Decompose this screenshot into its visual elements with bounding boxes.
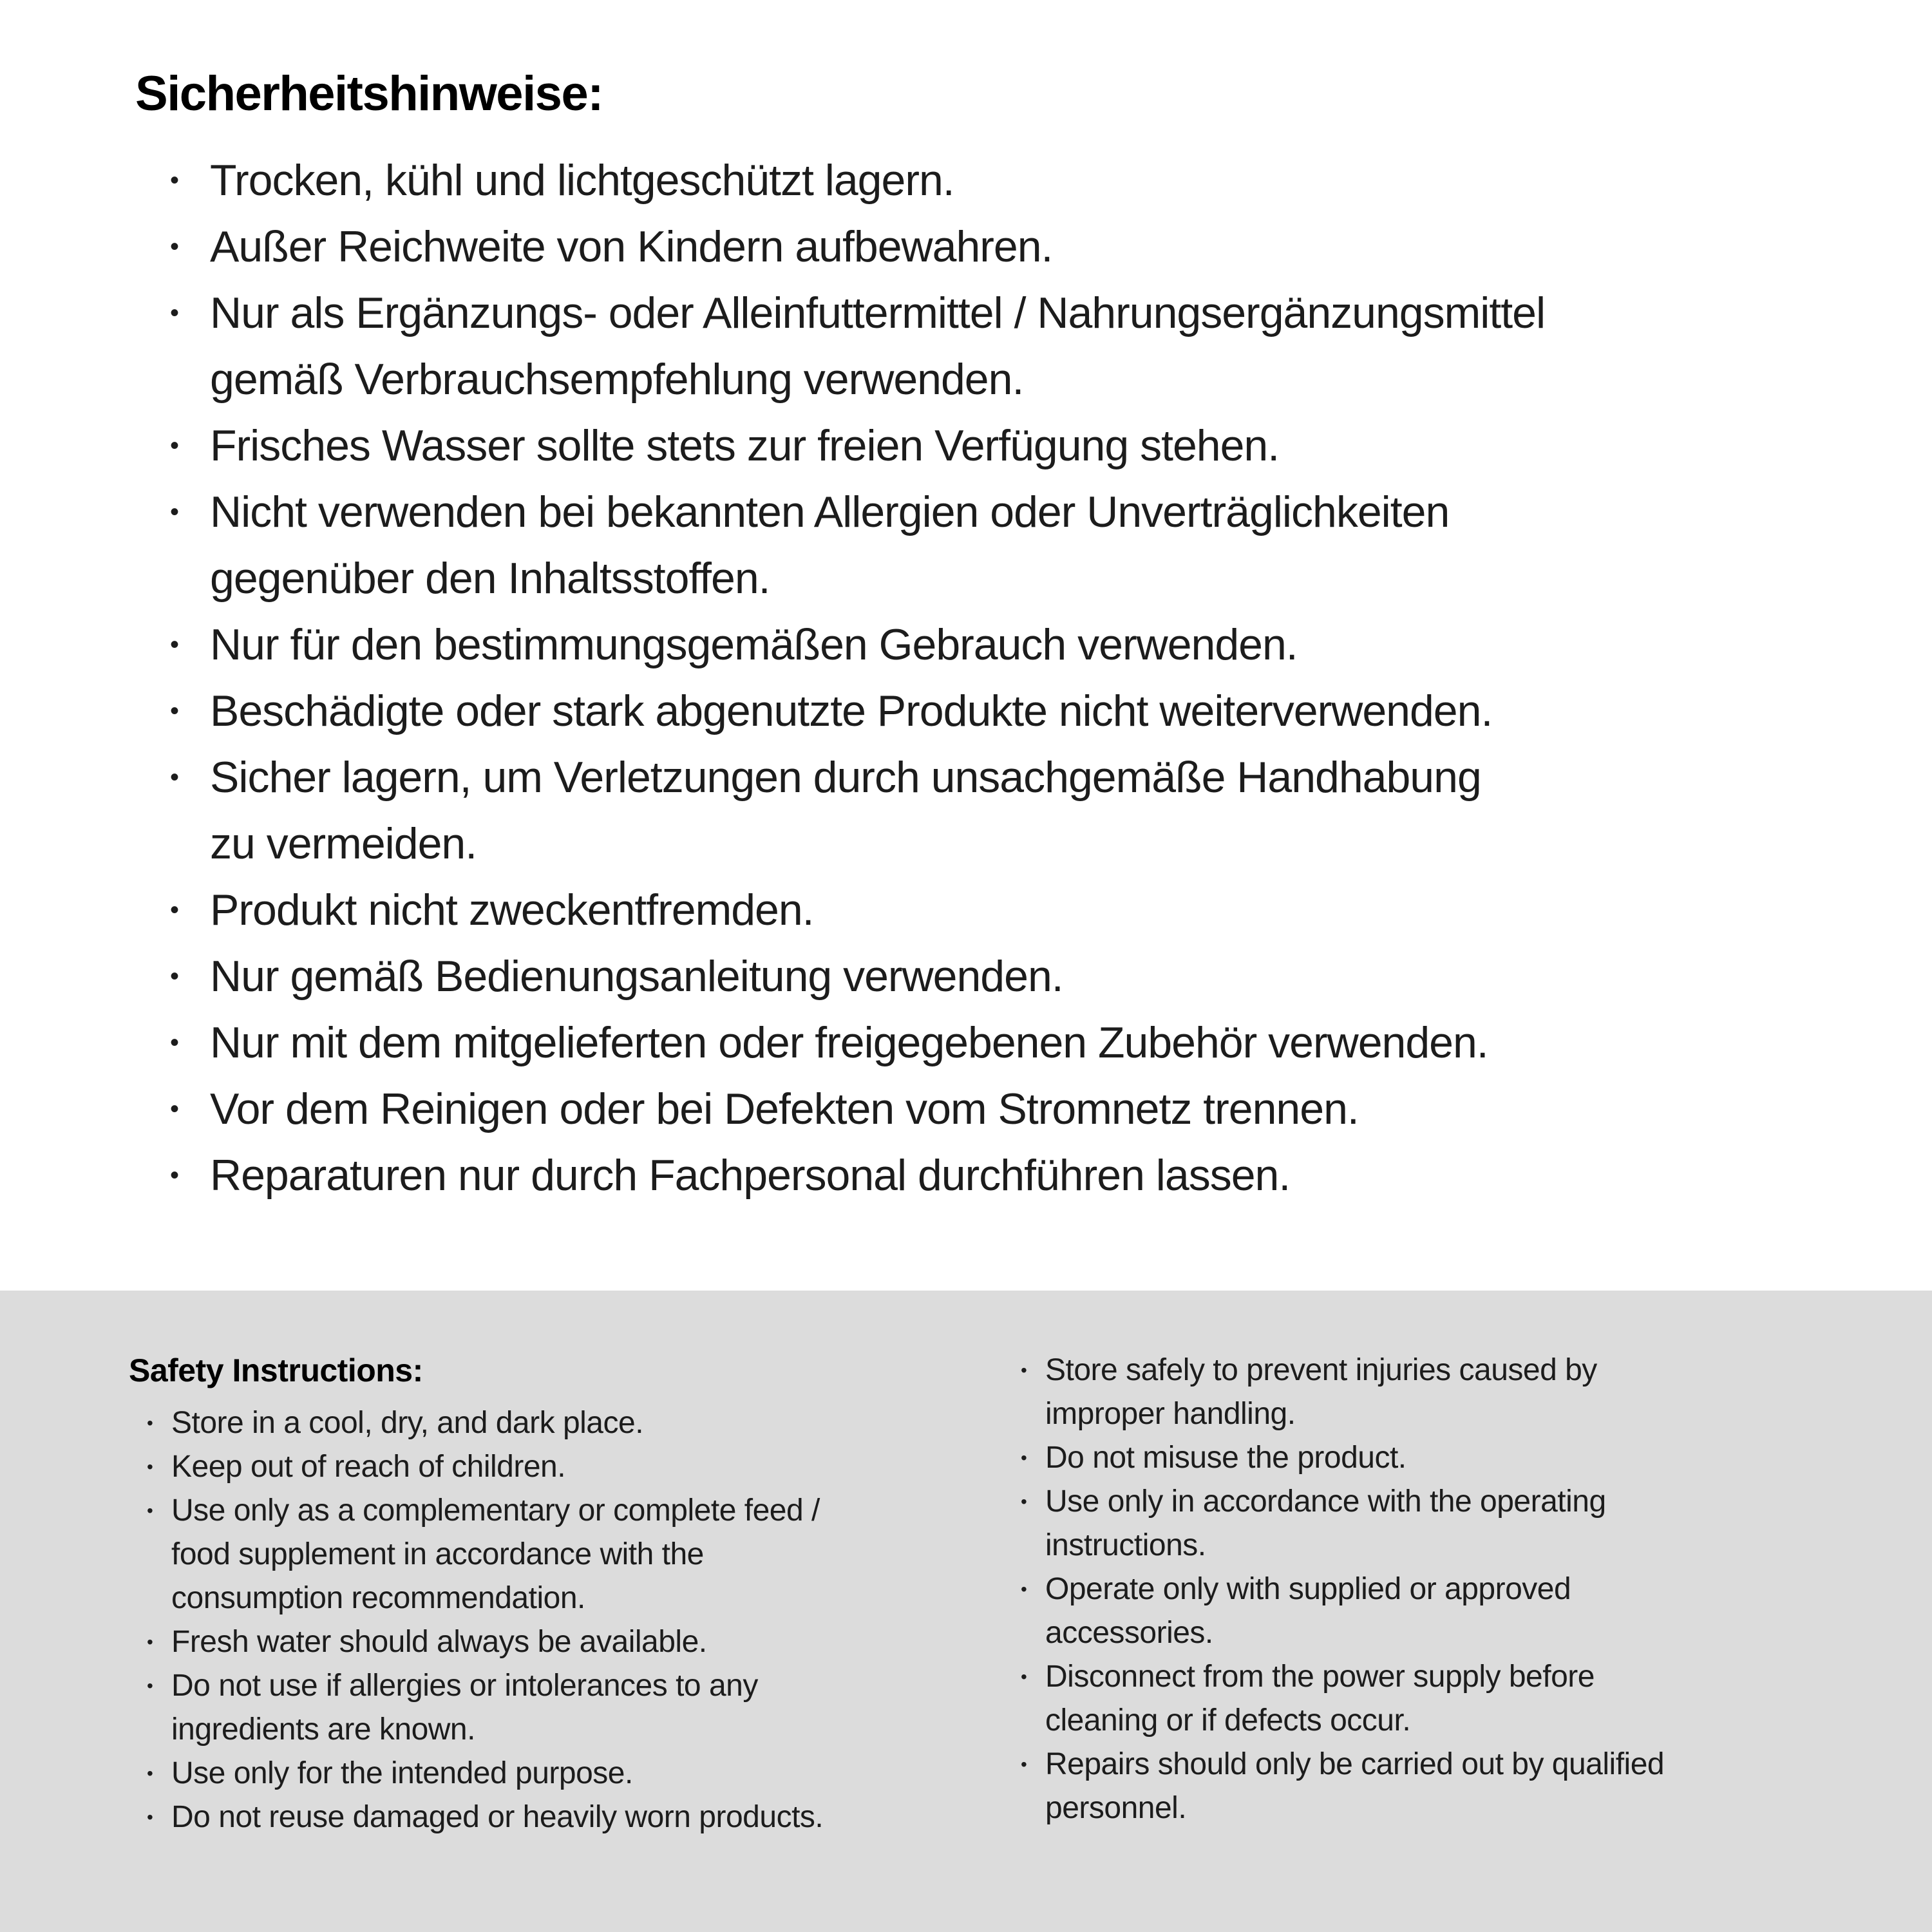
bullet-item <box>170 1076 1893 1142</box>
bullet-icon: • <box>147 1632 153 1652</box>
bullet-item <box>1021 1480 1893 1567</box>
bullet-icon: • <box>1021 1492 1027 1511</box>
bullet-icon: • <box>170 299 179 327</box>
bullet-text: Nur gemäß Bedienungsanleitung verwenden. <box>210 952 1063 1001</box>
bullet-icon: • <box>170 763 179 791</box>
bullet-icon: • <box>170 697 179 725</box>
bullet-text: Use only as a complementary or complete feed / food supplement in accordance with the consumption recommendation. <box>171 1493 820 1615</box>
bullet-icon: • <box>170 630 179 659</box>
bullet-item <box>170 147 1893 214</box>
bullet-item <box>170 280 1893 413</box>
bullet-item <box>170 1142 1893 1209</box>
english-section <box>0 1291 1932 1932</box>
bullet-text: Nicht verwenden bei bekannten Allergien oder Unverträglichkeiten gegenüber den Inhaltsstoffen. <box>210 488 1450 603</box>
bullet-item <box>170 479 1893 612</box>
bullet-text: Vor dem Reinigen oder bei Defekten vom Stromnetz trennen. <box>210 1084 1359 1133</box>
bullet-item <box>170 214 1893 280</box>
bullet-item <box>1021 1743 1893 1830</box>
bullet-item <box>170 678 1893 744</box>
bullet-text: Nur als Ergänzungs- oder Alleinfuttermittel / Nahrungsergänzungsmittel gemäß Verbrauchsempfehlung verwenden. <box>210 289 1546 404</box>
bullet-icon: • <box>170 962 179 990</box>
bullet-text: Operate only with supplied or approved accessories. <box>1045 1572 1571 1650</box>
bullet-item <box>1021 1567 1893 1655</box>
bullet-icon: • <box>170 896 179 924</box>
bullet-item <box>170 877 1893 943</box>
english-title: Safety Instructions: <box>129 1352 423 1388</box>
bullet-text: Store in a cool, dry, and dark place. <box>171 1406 644 1440</box>
bullet-icon: • <box>147 1413 153 1433</box>
bullet-text: Disconnect from the power supply before cleaning or if defects occur. <box>1045 1660 1595 1738</box>
bullet-icon: • <box>1021 1448 1027 1468</box>
bullet-icon: • <box>170 498 179 526</box>
bullet-item <box>170 744 1893 877</box>
bullet-item <box>170 413 1893 479</box>
bullet-text: Store safely to prevent injuries caused by improper handling. <box>1045 1353 1597 1431</box>
bullet-text: Use only for the intended purpose. <box>171 1756 633 1790</box>
bullet-item <box>170 1010 1893 1076</box>
bullet-item <box>147 1401 1001 1445</box>
bullet-icon: • <box>147 1676 153 1696</box>
english-left-column <box>129 1349 1001 1839</box>
bullet-item <box>1021 1349 1893 1436</box>
german-title: Sicherheitshinweise: <box>135 66 603 121</box>
bullet-text: Frisches Wasser sollte stets zur freien Verfügung stehen. <box>210 421 1280 470</box>
bullet-text: Fresh water should always be available. <box>171 1625 707 1659</box>
bullet-item <box>1021 1436 1893 1480</box>
bullet-text: Nur für den bestimmungsgemäßen Gebrauch verwenden. <box>210 620 1298 669</box>
bullet-icon: • <box>170 166 179 194</box>
bullet-icon: • <box>147 1807 153 1827</box>
bullet-icon: • <box>147 1763 153 1783</box>
bullet-icon: • <box>170 232 179 261</box>
bullet-text: Keep out of reach of children. <box>171 1450 566 1484</box>
bullet-text: Trocken, kühl und lichtgeschützt lagern. <box>210 156 954 205</box>
bullet-text: Produkt nicht zweckentfremden. <box>210 886 814 934</box>
bullet-item <box>1021 1655 1893 1743</box>
german-bullet-list <box>170 147 1893 1209</box>
english-left-bullet-list <box>147 1401 1001 1839</box>
bullet-text: Do not reuse damaged or heavily worn products. <box>171 1800 824 1834</box>
bullet-item <box>147 1445 1001 1489</box>
bullet-text: Sicher lagern, um Verletzungen durch unsachgemäße Handhabung zu vermeiden. <box>210 753 1481 868</box>
bullet-item <box>147 1795 1001 1839</box>
bullet-icon: • <box>170 1028 179 1057</box>
bullet-item <box>147 1752 1001 1795</box>
bullet-icon: • <box>170 1161 179 1189</box>
bullet-item <box>147 1664 1001 1752</box>
bullet-icon: • <box>1021 1754 1027 1774</box>
bullet-icon: • <box>1021 1360 1027 1380</box>
bullet-item <box>147 1489 1001 1620</box>
bullet-icon: • <box>170 1095 179 1123</box>
bullet-icon: • <box>1021 1579 1027 1599</box>
bullet-item <box>170 943 1893 1010</box>
bullet-icon: • <box>170 431 179 460</box>
bullet-text: Nur mit dem mitgelieferten oder freigegebenen Zubehör verwenden. <box>210 1018 1488 1067</box>
bullet-icon: • <box>1021 1667 1027 1687</box>
bullet-text: Repairs should only be carried out by qualified personnel. <box>1045 1747 1665 1825</box>
bullet-item <box>170 612 1893 678</box>
bullet-text: Beschädigte oder stark abgenutzte Produkte nicht weiterverwenden. <box>210 687 1493 735</box>
bullet-icon: • <box>147 1457 153 1477</box>
english-right-column <box>1021 1349 1893 1830</box>
bullet-item <box>147 1620 1001 1664</box>
bullet-icon: • <box>147 1501 153 1520</box>
bullet-text: Außer Reichweite von Kindern aufbewahren. <box>210 222 1053 271</box>
english-right-bullet-list <box>1021 1349 1893 1830</box>
bullet-text: Use only in accordance with the operating instructions. <box>1045 1484 1606 1562</box>
bullet-text: Reparaturen nur durch Fachpersonal durchführen lassen. <box>210 1151 1291 1200</box>
bullet-text: Do not use if allergies or intolerances to any ingredients are known. <box>171 1669 758 1747</box>
bullet-text: Do not misuse the product. <box>1045 1441 1406 1475</box>
